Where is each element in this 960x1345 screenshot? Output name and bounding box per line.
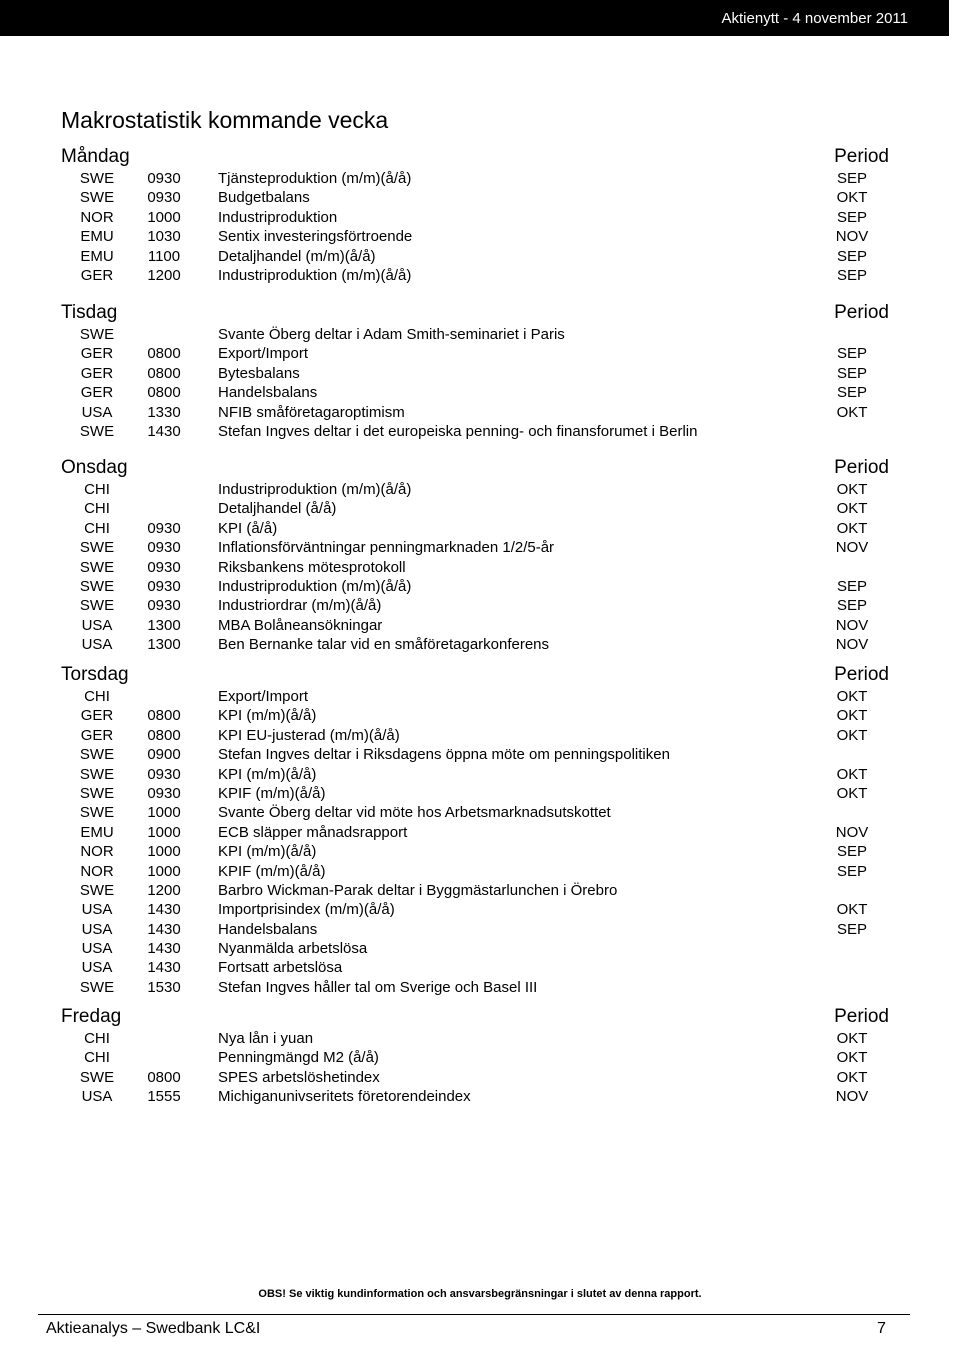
day-header bbox=[61, 301, 889, 325]
event-description: Detaljhandel (å/å) bbox=[218, 500, 337, 518]
day-name: Måndag bbox=[61, 146, 130, 167]
event-row bbox=[61, 1048, 889, 1067]
country-code: USA bbox=[81, 959, 113, 977]
event-period: NOV bbox=[835, 1088, 869, 1106]
event-time: 1030 bbox=[147, 228, 181, 246]
event-row bbox=[61, 726, 889, 745]
event-time: 1330 bbox=[147, 403, 181, 421]
country-code: GER bbox=[80, 364, 114, 382]
page-number: 7 bbox=[877, 1320, 886, 1337]
event-description: Importprisindex (m/m)(å/å) bbox=[218, 901, 395, 919]
event-description: KPI EU-justerad (m/m)(å/å) bbox=[218, 726, 400, 744]
event-time: 1100 bbox=[147, 247, 181, 265]
event-row bbox=[61, 364, 889, 383]
event-description: KPI (å/å) bbox=[218, 519, 278, 537]
country-code: NOR bbox=[80, 862, 114, 880]
event-description: Bytesbalans bbox=[218, 364, 300, 382]
event-description: Barbro Wickman-Parak deltar i Byggmästarlunchen i Örebro bbox=[218, 881, 618, 899]
event-description: Riksbankens mötesprotokoll bbox=[218, 558, 406, 576]
event-time: 1200 bbox=[147, 881, 181, 899]
event-row bbox=[61, 227, 889, 246]
country-code: USA bbox=[81, 403, 113, 421]
event-period: OKT bbox=[836, 688, 868, 705]
event-period: SEP bbox=[836, 345, 867, 363]
day-section bbox=[61, 301, 889, 441]
country-code: SWE bbox=[79, 539, 115, 557]
event-period: OKT bbox=[836, 784, 868, 802]
event-time: 0930 bbox=[147, 784, 181, 802]
event-time: 0800 bbox=[147, 345, 181, 363]
event-time: 0900 bbox=[147, 746, 181, 764]
event-row bbox=[61, 823, 889, 842]
event-period: SEP bbox=[836, 384, 867, 402]
period-column-header: Period bbox=[834, 457, 889, 478]
event-description: KPIF (m/m)(å/å) bbox=[218, 862, 326, 880]
event-time: 1430 bbox=[147, 901, 181, 919]
event-description: Stefan Ingves deltar i Riksdagens öppna möte om penningspolitiken bbox=[218, 746, 670, 764]
event-description: Budgetbalans bbox=[218, 189, 310, 207]
event-time: 0930 bbox=[147, 170, 181, 187]
event-row bbox=[61, 635, 889, 654]
event-period: OKT bbox=[836, 519, 868, 537]
event-description: Ben Bernanke talar vid en småföretagarkonferens bbox=[218, 636, 550, 654]
event-description: Nyanmälda arbetslösa bbox=[218, 940, 368, 958]
event-row bbox=[61, 325, 889, 344]
event-period: SEP bbox=[836, 597, 867, 615]
day-header bbox=[61, 456, 889, 480]
event-time: 0800 bbox=[147, 1068, 181, 1086]
country-code: GER bbox=[80, 707, 114, 725]
event-time: 0800 bbox=[147, 364, 181, 382]
event-period: SEP bbox=[836, 862, 867, 880]
country-code: USA bbox=[81, 636, 113, 654]
event-description: Detaljhandel (m/m)(å/å) bbox=[218, 247, 376, 265]
event-time: 1300 bbox=[147, 636, 181, 654]
event-row bbox=[61, 577, 889, 596]
event-row bbox=[61, 784, 889, 803]
event-description: Penningmängd M2 (å/å) bbox=[218, 1049, 379, 1067]
country-code: CHI bbox=[84, 688, 110, 705]
country-code: GER bbox=[80, 384, 114, 402]
event-row bbox=[61, 765, 889, 784]
event-description: MBA Bolåneansökningar bbox=[218, 616, 383, 634]
event-time: 1000 bbox=[147, 862, 181, 880]
country-code: NOR bbox=[80, 843, 114, 861]
event-row bbox=[61, 596, 889, 615]
event-period: OKT bbox=[836, 901, 868, 919]
event-period: SEP bbox=[836, 170, 867, 187]
country-code: CHI bbox=[84, 1030, 110, 1047]
country-code: SWE bbox=[79, 558, 115, 576]
event-row bbox=[61, 862, 889, 881]
country-code: NOR bbox=[80, 208, 114, 226]
event-description: Michiganunivseritets företorendeindex bbox=[218, 1088, 471, 1106]
event-description: Industriproduktion (m/m)(å/å) bbox=[218, 481, 412, 498]
event-period: OKT bbox=[836, 1049, 868, 1067]
event-row bbox=[61, 842, 889, 861]
day-section bbox=[61, 456, 889, 655]
event-row bbox=[61, 403, 889, 422]
country-code: USA bbox=[81, 920, 113, 938]
event-row bbox=[61, 939, 889, 958]
period-column-header: Period bbox=[834, 302, 889, 323]
country-code: USA bbox=[81, 901, 113, 919]
event-row bbox=[61, 208, 889, 227]
country-code: EMU bbox=[80, 228, 114, 246]
period-column-header: Period bbox=[834, 664, 889, 685]
event-period: OKT bbox=[836, 1030, 868, 1047]
event-description: NFIB småföretagaroptimism bbox=[218, 403, 405, 421]
event-row bbox=[61, 519, 889, 538]
event-row bbox=[61, 344, 889, 363]
event-row bbox=[61, 920, 889, 939]
event-description: SPES arbetslöshetindex bbox=[218, 1068, 380, 1086]
event-time: 1430 bbox=[147, 940, 181, 958]
event-time: 1300 bbox=[147, 616, 181, 634]
event-description: KPI (m/m)(å/å) bbox=[218, 707, 317, 725]
event-row bbox=[61, 881, 889, 900]
country-code: SWE bbox=[79, 765, 115, 783]
event-row bbox=[61, 745, 889, 764]
event-description: Industriproduktion bbox=[218, 208, 338, 226]
event-row bbox=[61, 706, 889, 725]
event-time: 1000 bbox=[147, 208, 181, 226]
event-time: 0800 bbox=[147, 726, 181, 744]
event-period: OKT bbox=[836, 707, 868, 725]
event-time: 0930 bbox=[147, 597, 181, 615]
event-time: 0930 bbox=[147, 558, 181, 576]
country-code: SWE bbox=[79, 978, 115, 996]
country-code: USA bbox=[81, 940, 113, 958]
day-header bbox=[61, 663, 889, 687]
day-section bbox=[61, 145, 889, 285]
country-code: USA bbox=[81, 616, 113, 634]
event-time: 1430 bbox=[147, 959, 181, 977]
event-time: 0930 bbox=[147, 539, 181, 557]
header-bar bbox=[0, 0, 949, 36]
event-description: Stefan Ingves håller tal om Sverige och Basel III bbox=[218, 978, 538, 996]
country-code: SWE bbox=[79, 597, 115, 615]
event-period: OKT bbox=[836, 726, 868, 744]
event-row bbox=[61, 1029, 889, 1048]
country-code: SWE bbox=[79, 784, 115, 802]
day-name: Torsdag bbox=[61, 664, 129, 685]
event-period: SEP bbox=[836, 208, 867, 226]
day-name: Onsdag bbox=[61, 457, 128, 478]
event-period: NOV bbox=[835, 616, 869, 634]
day-name: Tisdag bbox=[61, 302, 118, 323]
event-row bbox=[61, 803, 889, 822]
event-period: NOV bbox=[835, 823, 869, 841]
event-description: Export/Import bbox=[218, 688, 309, 705]
event-time: 1000 bbox=[147, 823, 181, 841]
event-period: SEP bbox=[836, 920, 867, 938]
country-code: SWE bbox=[79, 881, 115, 899]
country-code: SWE bbox=[79, 577, 115, 595]
day-section bbox=[61, 1005, 889, 1107]
event-description: KPI (m/m)(å/å) bbox=[218, 843, 317, 861]
header-text: Aktienytt - 4 november 2011 bbox=[721, 10, 908, 27]
event-description: KPI (m/m)(å/å) bbox=[218, 765, 317, 783]
event-row bbox=[61, 1068, 889, 1087]
event-period: SEP bbox=[836, 266, 867, 284]
event-time: 1200 bbox=[147, 266, 181, 284]
event-time: 0930 bbox=[147, 189, 181, 207]
event-period: SEP bbox=[836, 577, 867, 595]
country-code: SWE bbox=[79, 326, 115, 343]
event-row bbox=[61, 247, 889, 266]
country-code: CHI bbox=[84, 481, 110, 498]
event-description: Industriproduktion (m/m)(å/å) bbox=[218, 577, 412, 595]
event-row bbox=[61, 188, 889, 207]
disclaimer: OBS! Se viktig kundinformation och ansvarsbegränsningar i slutet av denna rapport. bbox=[258, 1288, 702, 1300]
event-time: 1430 bbox=[147, 422, 181, 440]
country-code: SWE bbox=[79, 746, 115, 764]
event-period: OKT bbox=[836, 500, 868, 518]
event-description: KPIF (m/m)(å/å) bbox=[218, 784, 326, 802]
event-description: Industriordrar (m/m)(å/å) bbox=[218, 597, 382, 615]
event-row bbox=[61, 538, 889, 557]
event-description: Inflationsförväntningar penningmarknaden 1/2/5-år bbox=[218, 539, 555, 557]
event-description: Export/Import bbox=[218, 345, 309, 363]
country-code: EMU bbox=[80, 823, 114, 841]
event-row bbox=[61, 169, 889, 188]
footer-divider bbox=[38, 1314, 910, 1315]
event-period: SEP bbox=[836, 247, 867, 265]
country-code: EMU bbox=[80, 247, 114, 265]
event-period: OKT bbox=[836, 189, 868, 207]
country-code: GER bbox=[80, 726, 114, 744]
event-time: 0930 bbox=[147, 765, 181, 783]
event-row bbox=[61, 266, 889, 285]
country-code: CHI bbox=[84, 1049, 110, 1067]
event-time: 0930 bbox=[147, 577, 181, 595]
event-description: Svante Öberg deltar i Adam Smith-seminariet i Paris bbox=[218, 326, 565, 343]
event-row bbox=[61, 480, 889, 499]
event-description: Svante Öberg deltar vid möte hos Arbetsmarknadsutskottet bbox=[218, 804, 611, 822]
footer-publisher: Aktieanalys – Swedbank LC&I bbox=[46, 1320, 261, 1337]
event-description: Handelsbalans bbox=[218, 920, 318, 938]
event-time: 1555 bbox=[147, 1088, 181, 1106]
event-description: ECB släpper månadsrapport bbox=[218, 823, 408, 841]
event-row bbox=[61, 558, 889, 577]
event-period: OKT bbox=[836, 481, 868, 498]
country-code: CHI bbox=[84, 519, 110, 537]
country-code: SWE bbox=[79, 1068, 115, 1086]
event-description: Nya lån i yuan bbox=[218, 1030, 314, 1047]
event-period: OKT bbox=[836, 1068, 868, 1086]
event-description: Handelsbalans bbox=[218, 384, 318, 402]
event-row bbox=[61, 383, 889, 402]
event-period: OKT bbox=[836, 765, 868, 783]
country-code: GER bbox=[80, 266, 114, 284]
day-section bbox=[61, 663, 889, 997]
event-row bbox=[61, 687, 889, 706]
period-column-header: Period bbox=[834, 146, 889, 167]
country-code: SWE bbox=[79, 422, 115, 440]
day-name: Fredag bbox=[61, 1006, 122, 1027]
event-time: 0800 bbox=[147, 384, 181, 402]
event-description: Stefan Ingves deltar i det europeiska penning- och finansforumet i Berlin bbox=[218, 422, 698, 440]
country-code: CHI bbox=[84, 500, 110, 518]
day-header bbox=[61, 145, 889, 169]
event-time: 1000 bbox=[147, 843, 181, 861]
event-time: 0930 bbox=[147, 519, 181, 537]
country-code: SWE bbox=[79, 804, 115, 822]
country-code: SWE bbox=[79, 189, 115, 207]
day-header bbox=[61, 1005, 889, 1029]
event-description: Industriproduktion (m/m)(å/å) bbox=[218, 266, 412, 284]
event-row bbox=[61, 958, 889, 977]
event-row bbox=[61, 499, 889, 518]
event-time: 0800 bbox=[147, 707, 181, 725]
event-time: 1430 bbox=[147, 920, 181, 938]
event-time: 1530 bbox=[147, 978, 181, 996]
country-code: GER bbox=[80, 345, 114, 363]
event-row bbox=[61, 422, 889, 441]
event-row bbox=[61, 978, 889, 997]
event-period: NOV bbox=[835, 636, 869, 654]
page-title: Makrostatistik kommande vecka bbox=[61, 107, 389, 133]
event-period: OKT bbox=[836, 403, 868, 421]
event-period: NOV bbox=[835, 228, 869, 246]
event-description: Sentix investeringsförtroende bbox=[218, 228, 413, 246]
event-period: NOV bbox=[835, 539, 869, 557]
event-row bbox=[61, 900, 889, 919]
event-row bbox=[61, 616, 889, 635]
event-period: SEP bbox=[836, 843, 867, 861]
event-period: SEP bbox=[836, 364, 867, 382]
event-row bbox=[61, 1087, 889, 1106]
event-time: 1000 bbox=[147, 804, 181, 822]
country-code: USA bbox=[81, 1088, 113, 1106]
country-code: SWE bbox=[79, 170, 115, 187]
event-description: Tjänsteproduktion (m/m)(å/å) bbox=[218, 170, 412, 187]
event-description: Fortsatt arbetslösa bbox=[218, 959, 343, 977]
period-column-header: Period bbox=[834, 1006, 889, 1027]
